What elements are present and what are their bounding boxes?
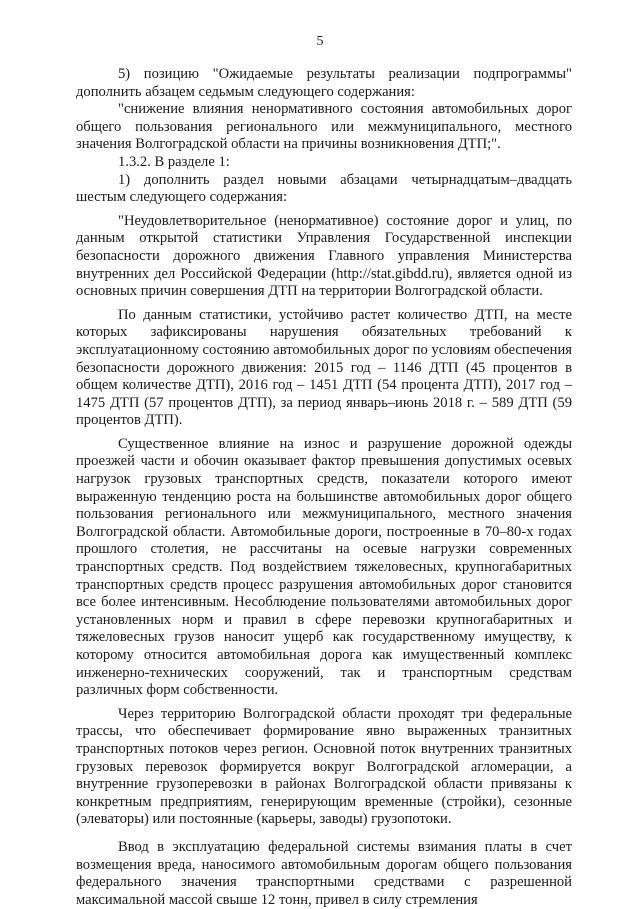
paragraph: По данным статистики, устойчиво растет количество ДТП, на месте которых зафиксированы нарушения обязательных требований к эксплуатационному состоянию автомобильных дорог по условиям обеспечения безопасности дорожного движения: 2015 год – 1146 ДТП (45 процентов в общем количестве ДТП), 2016 год – 1451 ДТП (54 процента ДТП), 2017 год – 1475 ДТП (57 процентов ДТП), за период январь–июнь 2018 г. – 589 ДТП (59 процентов ДТП).: [76, 306, 572, 429]
paragraph: "снижение влияния ненормативного состояния автомобильных дорог общего пользования регионального или межмуниципального, местного значения Волгоградской области на причины возникновения ДТП;".: [76, 101, 572, 153]
paragraph: "Неудовлетворительное (ненормативное) состояние дорог и улиц, по данным открытой статистики Управления Государственной инспекции безопасности дорожного движения Главного управления Министерства внутренних дел Российской Федерации (http://stat.gibdd.ru), является одной из основных причин совершения ДТП на территории Волгоградской области.: [76, 212, 572, 300]
paragraph: Ввод в эксплуатацию федеральной системы взимания платы в счет возмещения вреда, наносимого автомобильным дорогам общего пользования федерального значения транспортными средствами с разрешенной максимальной массой свыше 12 тонн, привел в силу стремления: [76, 838, 572, 908]
paragraph: 1.3.2. В разделе 1:: [118, 153, 230, 170]
document-body: [76, 66, 572, 909]
paragraph: 1) дополнить раздел новыми абзацами четырнадцатым–двадцать шестым следующего содержания:: [76, 171, 572, 206]
page-number: 5: [316, 34, 324, 49]
paragraph: Существенное влияние на износ и разрушение дорожной одежды проезжей части и обочин оказывает фактор превышения допустимых осевых нагрузок грузовых транспортных средств, показатели которого имеют выраженную тенденцию роста на большинстве автомобильных дорог общего пользования регионального или межмуниципального, местного значения Волгоградской области. Автомобильные дороги, построенные в 70–80-х годах прошлого столетия, не рассчитаны на осевые нагрузки современных транспортных средств. Под воздействием тяжеловесных, крупногабаритных транспортных средств процесс разрушения автомобильных дорог становится все более интенсивным. Несоблюдение пользователями автомобильных дорог установленных норм и правил в сфере перевозки крупногабаритных и тяжеловесных грузов наносит ущерб как государственному имуществу, к которому относится автомобильная дорога как имущественный комплекс инженерно-технических сооружений, так и транспортным средствам различных форм собственности.: [76, 435, 572, 699]
paragraph: 5) позицию "Ожидаемые результаты реализации подпрограммы" дополнить абзацем седьмым следующего содержания:: [76, 66, 572, 100]
paragraph: Через территорию Волгоградской области проходят три федеральные трассы, что обеспечивает формирование явно выраженных транзитных транспортных потоков через регион. Основной поток внутренних транзитных грузовых перевозок формируется вокруг Волгоградской агломерации, а внутренние грузоперевозки в районах Волгоградской области привязаны к конкретным предприятиям, генерирующим временные (стройки), сезонные (элеваторы) или постоянные (карьеры, заводы) грузопотоки.: [76, 705, 572, 828]
